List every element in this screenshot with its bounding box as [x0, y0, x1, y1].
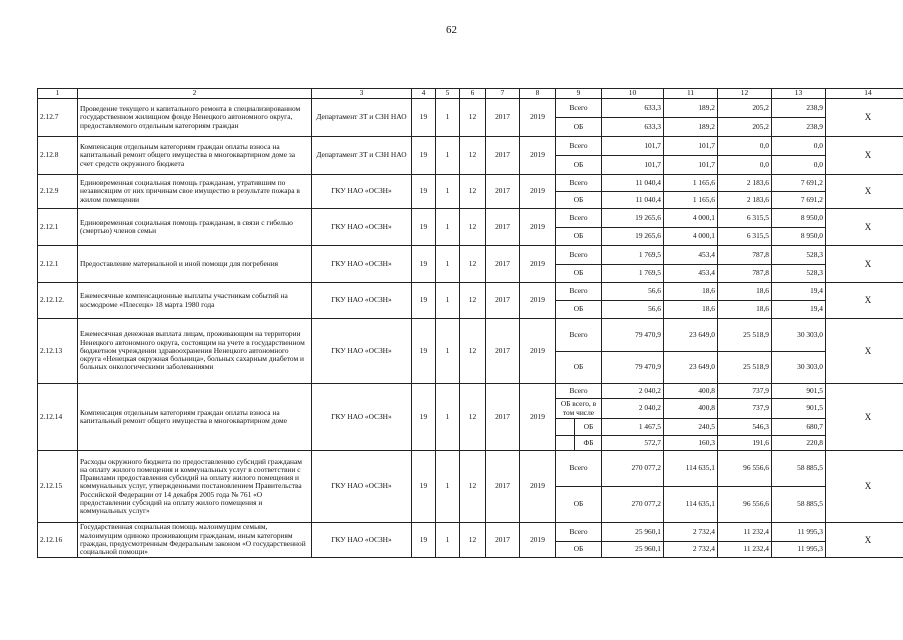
table-row — [38, 384, 903, 399]
amount-2017: 114 635,1 — [664, 451, 718, 487]
amount-2019: 30 303,0 — [772, 352, 826, 384]
amount-2018: 18,6 — [718, 283, 772, 301]
amount-2019: 528,3 — [772, 265, 826, 283]
x-mark: Х — [826, 319, 903, 384]
funding-source: ОБ — [556, 301, 602, 319]
row-number: 2.12.14 — [38, 384, 78, 451]
code-cell: 12 — [460, 209, 486, 246]
funding-source: ОБ — [556, 265, 602, 283]
measure-name: Компенсация отдельным категориям граждан оплаты взноса на капитальный ремонт общего имущества в многоквартирном доме — [78, 384, 312, 451]
code-cell: 19 — [412, 137, 436, 175]
table-row — [38, 246, 903, 265]
header-cell: 6 — [460, 89, 486, 99]
amount-total: 19 265,6 — [602, 228, 664, 246]
amount-2019: 901,5 — [772, 399, 826, 419]
amount-total: 25 960,1 — [602, 542, 664, 558]
end-year: 2019 — [520, 523, 556, 558]
amount-2018: 737,9 — [718, 399, 772, 419]
code-cell: 12 — [460, 246, 486, 283]
amount-2019: 19,4 — [772, 301, 826, 319]
amount-2018: 0,0 — [718, 137, 772, 156]
code-cell: 12 — [460, 99, 486, 137]
funding-source: Всего — [556, 137, 602, 156]
measure-name: Ежемесячные компенсационные выплаты участникам событий на космодроме «Плесецк» 18 марта 1980 года — [78, 283, 312, 319]
table-row — [38, 523, 903, 542]
header-cell: 4 — [412, 89, 436, 99]
amount-total: 633,3 — [602, 118, 664, 137]
code-cell: 19 — [412, 384, 436, 451]
amount-2018: 546,3 — [718, 419, 772, 436]
amount-2019: 0,0 — [772, 156, 826, 175]
amount-total: 2 040,2 — [602, 384, 664, 399]
x-mark: Х — [826, 175, 903, 209]
amount-2019: 58 885,5 — [772, 451, 826, 487]
amount-total: 101,7 — [602, 156, 664, 175]
executor: ГКУ НАО «ОСЗН» — [312, 319, 412, 384]
code-cell: 1 — [436, 451, 460, 523]
executor: ГКУ НАО «ОСЗН» — [312, 175, 412, 209]
code-cell: 1 — [436, 523, 460, 558]
executor: ГКУ НАО «ОСЗН» — [312, 451, 412, 523]
measure-name: Компенсация отдельным категориям граждан оплаты взноса на капитальный ремонт общего имущества в многоквартирном доме за счет средств окружного бюджета — [78, 137, 312, 175]
amount-total: 270 077,2 — [602, 487, 664, 523]
executor: Департамент ЗТ и СЗН НАО — [312, 137, 412, 175]
funding-source: Всего — [556, 523, 602, 542]
amount-2019: 220,8 — [772, 436, 826, 451]
funding-source: Всего — [556, 283, 602, 301]
amount-2017: 23 649,0 — [664, 352, 718, 384]
code-cell: 1 — [436, 384, 460, 451]
amount-2019: 238,9 — [772, 99, 826, 118]
amount-2018: 18,6 — [718, 301, 772, 319]
header-cell: 10 — [602, 89, 664, 99]
row-number: 2.12.12. — [38, 283, 78, 319]
header-cell: 11 — [664, 89, 718, 99]
table-row — [38, 137, 903, 156]
amount-2018: 787,8 — [718, 246, 772, 265]
funding-source: ФБ — [556, 436, 602, 451]
amount-total: 56,6 — [602, 301, 664, 319]
end-year: 2019 — [520, 283, 556, 319]
table-body — [38, 89, 903, 558]
code-cell: 12 — [460, 523, 486, 558]
x-mark: Х — [826, 99, 903, 137]
x-mark: Х — [826, 451, 903, 523]
amount-2018: 191,6 — [718, 436, 772, 451]
amount-2018: 25 518,9 — [718, 319, 772, 352]
amount-2017: 101,7 — [664, 137, 718, 156]
code-cell: 19 — [412, 175, 436, 209]
amount-total: 79 470,9 — [602, 352, 664, 384]
measure-name: Ежемесячная денежная выплата лицам, проживающим на территории Ненецкого автономного округа, состоящим на учете в государственном бюджетном учреждении здравоохранения Ненецкого автономного округа «Ненецкая окружная больница», больных сахарным диабетом и больных онкологическими заболеваниями — [78, 319, 312, 384]
amount-2018: 2 183,6 — [718, 175, 772, 192]
funding-source: ОБ всего, в том числе — [556, 399, 602, 419]
amount-total: 270 077,2 — [602, 451, 664, 487]
funding-source: ОБ — [556, 192, 602, 209]
header-cell: 3 — [312, 89, 412, 99]
amount-total: 25 960,1 — [602, 523, 664, 542]
amount-2019: 58 885,5 — [772, 487, 826, 523]
code-cell: 19 — [412, 319, 436, 384]
program-table — [37, 88, 903, 558]
amount-total: 79 470,9 — [602, 319, 664, 352]
amount-total: 1 769,5 — [602, 246, 664, 265]
start-year: 2017 — [486, 175, 520, 209]
row-number: 2.12.1 — [38, 209, 78, 246]
end-year: 2019 — [520, 319, 556, 384]
end-year: 2019 — [520, 451, 556, 523]
start-year: 2017 — [486, 246, 520, 283]
header-cell: 13 — [772, 89, 826, 99]
amount-2019: 680,7 — [772, 419, 826, 436]
source-divider — [574, 436, 575, 450]
amount-2017: 189,2 — [664, 118, 718, 137]
x-mark: Х — [826, 384, 903, 451]
table-row — [38, 99, 903, 118]
row-number: 2.12.9 — [38, 175, 78, 209]
amount-2017: 4 000,1 — [664, 209, 718, 228]
amount-2017: 453,4 — [664, 246, 718, 265]
amount-2018: 205,2 — [718, 118, 772, 137]
measure-name: Расходы окружного бюджета по предоставлению субсидий гражданам на оплату жилого помещения и коммунальных услуг в соответствии с Правилами предоставления субсидий на оплату жилого помещения и коммунальных услуг, утвержденными постановлением Правительства Российской Федерации от 14 декабря 2005 года № 761 «О предоставлении субсидий на оплату жилого помещения и коммунальных услуг» — [78, 451, 312, 523]
amount-2017: 18,6 — [664, 283, 718, 301]
funding-source: Всего — [556, 451, 602, 487]
amount-2019: 11 995,3 — [772, 542, 826, 558]
start-year: 2017 — [486, 209, 520, 246]
row-number: 2.12.16 — [38, 523, 78, 558]
amount-2019: 528,3 — [772, 246, 826, 265]
amount-2018: 96 556,6 — [718, 451, 772, 487]
x-mark: Х — [826, 283, 903, 319]
executor: ГКУ НАО «ОСЗН» — [312, 246, 412, 283]
code-cell: 19 — [412, 99, 436, 137]
amount-2018: 6 315,5 — [718, 228, 772, 246]
amount-2019: 8 950,0 — [772, 209, 826, 228]
amount-total: 19 265,6 — [602, 209, 664, 228]
amount-2017: 453,4 — [664, 265, 718, 283]
header-row — [38, 89, 903, 99]
row-number: 2.12.7 — [38, 99, 78, 137]
amount-2019: 8 950,0 — [772, 228, 826, 246]
funding-source: Всего — [556, 99, 602, 118]
amount-total: 11 040,4 — [602, 175, 664, 192]
amount-total: 2 040,2 — [602, 399, 664, 419]
amount-2017: 18,6 — [664, 301, 718, 319]
header-cell: 5 — [436, 89, 460, 99]
start-year: 2017 — [486, 283, 520, 319]
code-cell: 1 — [436, 137, 460, 175]
funding-source: Всего — [556, 246, 602, 265]
funding-source: ОБ — [556, 118, 602, 137]
code-cell: 19 — [412, 246, 436, 283]
amount-2018: 25 518,9 — [718, 352, 772, 384]
amount-2017: 189,2 — [664, 99, 718, 118]
measure-name: Государственная социальная помощь малоимущим семьям, малоимущим одиноко проживающим гражданам, иным категориям граждан, предусмотренным Федеральным законом «О государственной социальной помощи» — [78, 523, 312, 558]
funding-source: ОБ — [556, 487, 602, 523]
amount-2018: 11 232,4 — [718, 523, 772, 542]
amount-2019: 30 303,0 — [772, 319, 826, 352]
table-row — [38, 451, 903, 487]
funding-source: ОБ — [556, 419, 602, 436]
executor: ГКУ НАО «ОСЗН» — [312, 384, 412, 451]
row-number: 2.12.1 — [38, 246, 78, 283]
header-cell: 8 — [520, 89, 556, 99]
amount-2018: 96 556,6 — [718, 487, 772, 523]
amount-2018: 0,0 — [718, 156, 772, 175]
amount-2017: 1 165,6 — [664, 175, 718, 192]
header-cell: 14 — [826, 89, 903, 99]
end-year: 2019 — [520, 175, 556, 209]
header-cell: 9 — [556, 89, 602, 99]
amount-2019: 19,4 — [772, 283, 826, 301]
row-number: 2.12.13 — [38, 319, 78, 384]
amount-2017: 101,7 — [664, 156, 718, 175]
code-cell: 1 — [436, 209, 460, 246]
amount-2017: 23 649,0 — [664, 319, 718, 352]
funding-source: Всего — [556, 175, 602, 192]
amount-2018: 6 315,5 — [718, 209, 772, 228]
measure-name: Единовременная социальная помощь гражданам, в связи с гибелью (смертью) членов семьи — [78, 209, 312, 246]
executor: ГКУ НАО «ОСЗН» — [312, 209, 412, 246]
code-cell: 12 — [460, 175, 486, 209]
amount-2019: 7 691,2 — [772, 192, 826, 209]
start-year: 2017 — [486, 523, 520, 558]
amount-2017: 4 000,1 — [664, 228, 718, 246]
amount-2017: 240,5 — [664, 419, 718, 436]
row-number: 2.12.8 — [38, 137, 78, 175]
amount-2019: 11 995,3 — [772, 523, 826, 542]
x-mark: Х — [826, 246, 903, 283]
executor: ГКУ НАО «ОСЗН» — [312, 523, 412, 558]
funding-source: Всего — [556, 319, 602, 352]
amount-2017: 160,3 — [664, 436, 718, 451]
amount-2017: 1 165,6 — [664, 192, 718, 209]
amount-2018: 11 232,4 — [718, 542, 772, 558]
start-year: 2017 — [486, 319, 520, 384]
x-mark: Х — [826, 209, 903, 246]
header-cell: 7 — [486, 89, 520, 99]
header-cell: 12 — [718, 89, 772, 99]
funding-source: ОБ — [556, 352, 602, 384]
measure-name: Единовременная социальная помощь гражданам, утратившим по независящим от них причинам свое имущество в результате пожара в жилом помещении — [78, 175, 312, 209]
code-cell: 19 — [412, 451, 436, 523]
amount-total: 572,7 — [602, 436, 664, 451]
start-year: 2017 — [486, 384, 520, 451]
amount-2017: 400,8 — [664, 384, 718, 399]
end-year: 2019 — [520, 209, 556, 246]
amount-total: 633,3 — [602, 99, 664, 118]
start-year: 2017 — [486, 451, 520, 523]
table-row — [38, 319, 903, 352]
header-cell: 1 — [38, 89, 78, 99]
amount-2017: 114 635,1 — [664, 487, 718, 523]
code-cell: 19 — [412, 209, 436, 246]
funding-source: ОБ — [556, 542, 602, 558]
amount-2017: 2 732,4 — [664, 542, 718, 558]
measure-name: Предоставление материальной и иной помощи для погребения — [78, 246, 312, 283]
amount-total: 1 769,5 — [602, 265, 664, 283]
amount-2019: 7 691,2 — [772, 175, 826, 192]
table-row — [38, 209, 903, 228]
code-cell: 12 — [460, 451, 486, 523]
amount-2019: 238,9 — [772, 118, 826, 137]
amount-2017: 2 732,4 — [664, 523, 718, 542]
amount-2018: 737,9 — [718, 384, 772, 399]
code-cell: 12 — [460, 384, 486, 451]
amount-2019: 901,5 — [772, 384, 826, 399]
code-cell: 1 — [436, 99, 460, 137]
code-cell: 1 — [436, 319, 460, 384]
amount-2019: 0,0 — [772, 137, 826, 156]
table-row — [38, 175, 903, 192]
x-mark: Х — [826, 523, 903, 558]
funding-source: Всего — [556, 209, 602, 228]
table-row — [38, 283, 903, 301]
measure-name: Проведение текущего и капитального ремонта в специализированном государственном жилищном фонде Ненецкого автономного округа, предоставляемого отдельным категориям граждан — [78, 99, 312, 137]
code-cell: 1 — [436, 283, 460, 319]
code-cell: 12 — [460, 137, 486, 175]
code-cell: 12 — [460, 283, 486, 319]
row-number: 2.12.15 — [38, 451, 78, 523]
page-number: 62 — [446, 24, 457, 36]
end-year: 2019 — [520, 99, 556, 137]
start-year: 2017 — [486, 137, 520, 175]
x-mark: Х — [826, 137, 903, 175]
code-cell: 19 — [412, 523, 436, 558]
executor: Департамент ЗТ и СЗН НАО — [312, 99, 412, 137]
amount-total: 101,7 — [602, 137, 664, 156]
executor: ГКУ НАО «ОСЗН» — [312, 283, 412, 319]
source-divider — [574, 419, 575, 435]
funding-source: ОБ — [556, 228, 602, 246]
code-cell: 1 — [436, 175, 460, 209]
funding-source: Всего — [556, 384, 602, 399]
header-cell: 2 — [78, 89, 312, 99]
amount-2018: 205,2 — [718, 99, 772, 118]
amount-2017: 400,8 — [664, 399, 718, 419]
funding-source: ОБ — [556, 156, 602, 175]
amount-total: 1 467,5 — [602, 419, 664, 436]
code-cell: 1 — [436, 246, 460, 283]
start-year: 2017 — [486, 99, 520, 137]
end-year: 2019 — [520, 384, 556, 451]
amount-2018: 787,8 — [718, 265, 772, 283]
amount-2018: 2 183,6 — [718, 192, 772, 209]
amount-total: 56,6 — [602, 283, 664, 301]
code-cell: 12 — [460, 319, 486, 384]
end-year: 2019 — [520, 246, 556, 283]
amount-total: 11 040,4 — [602, 192, 664, 209]
code-cell: 19 — [412, 283, 436, 319]
end-year: 2019 — [520, 137, 556, 175]
